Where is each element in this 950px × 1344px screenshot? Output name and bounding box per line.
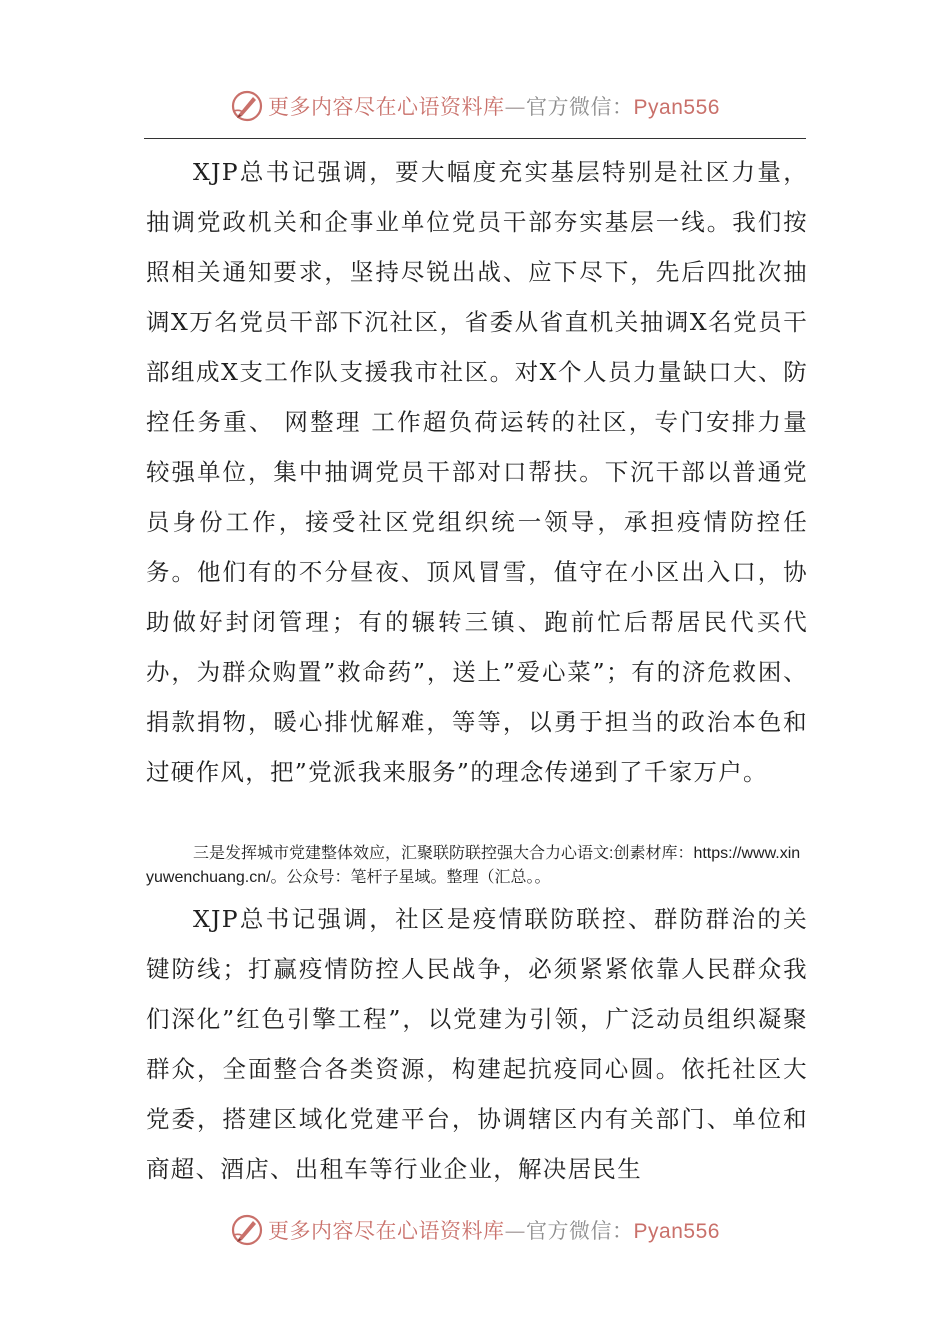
footer-watermark-main: 更多内容尽在心语资料库 <box>268 1219 505 1243</box>
pen-logo-icon <box>230 1213 264 1247</box>
body-paragraph-3: XJP总书记强调，社区是疫情联防联控、群防群治的关键防线；打赢疫情防控人民战争，必须紧紧依靠人民群众我们深化”红色引擎工程”，以党建为引领，广泛动员组织凝聚群众，全面整合各类资源，构建起抗疫同心圆。依托社区大党委，搭建区域化党建平台，协调辖区内有关部门、单位和商超、酒店、出租车等行业企业，解决居民生 <box>146 905 808 1183</box>
page-header-watermark <box>0 86 950 126</box>
header-watermark-sub: 官方微信： <box>526 95 634 119</box>
header-watermark-main: 更多内容尽在心语资料库 <box>268 95 505 119</box>
header-watermark-id: Pyan556 <box>633 96 720 119</box>
page-footer-watermark <box>0 1210 950 1250</box>
footer-watermark-id: Pyan556 <box>633 1220 720 1243</box>
body-paragraph-2: 三是发挥城市党建整体效应，汇聚联防联控强大合力心语文:创素材库：https://www.xinyuwenchuang.cn/。公众号：笔杆子星域。整理（汇总。。 <box>146 845 801 886</box>
header-divider <box>144 138 806 139</box>
header-watermark-text <box>268 91 720 121</box>
header-watermark-sep: — <box>504 95 527 119</box>
pen-logo-icon <box>230 89 264 123</box>
footer-watermark-text <box>268 1215 720 1245</box>
footer-watermark-sep: — <box>504 1219 527 1243</box>
body-paragraph-1: XJP总书记强调，要大幅度充实基层特别是社区力量，抽调党政机关和企事业单位党员干部夯实基层一线。我们按照相关通知要求，坚持尽锐出战、应下尽下，先后四批次抽调X万名党员干部下沉社区，省委从省直机关抽调X名党员干部组成X支工作队支援我市社区。对X个人员力量缺口大、防控任务重、 网整理 工作超负荷运转的社区，专门安排力量较强单位，集中抽调党员干部对口帮扶。下沉干部以普通党员身份工作，接受社区党组织统一领导，承担疫情防控任务。他们有的不分昼夜、顶风冒雪，值守在小区出入口，协助做好封闭管理；有的辗转三镇、跑前忙后帮居民代买代办，为群众购置”救命药”，送上”爱心菜”；有的济危救困、捐款捐物，暖心排忧解难，等等，以勇于担当的政治本色和过硬作风，把”党派我来服务”的理念传递到了千家万户。 <box>146 158 808 786</box>
footer-watermark-sub: 官方微信： <box>526 1219 634 1243</box>
